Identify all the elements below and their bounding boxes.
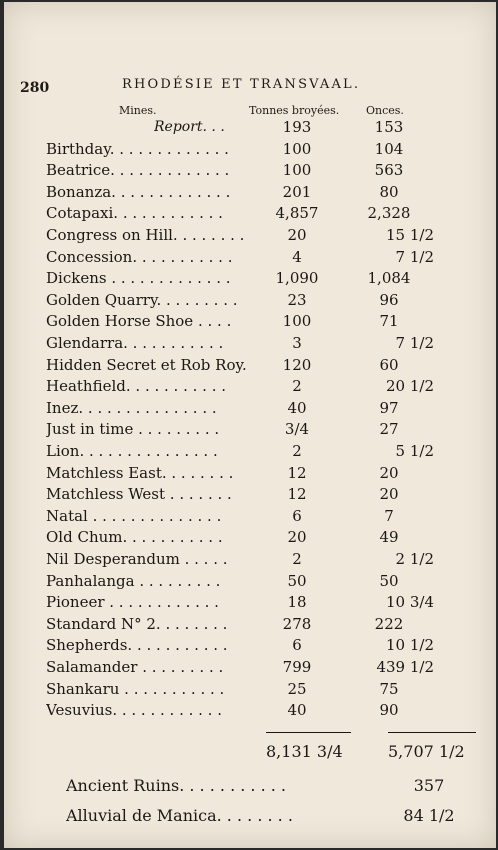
table-row [4,656,496,678]
mine-name: Nil Desperandum . . . . . [46,550,228,568]
mine-name: Golden Horse Shoe . . . . [46,312,232,331]
table-row [4,418,496,440]
tonnes-value: 2 [292,550,302,568]
column-header-tonnes: Tonnes broyées. [249,104,340,117]
table-row [4,440,496,462]
page-number: 280 [20,80,50,96]
total-rule-tonnes [266,732,351,733]
mine-name: Just in time . . . . . . . . . [46,420,220,439]
mine-name: Vesuvius. . . . . . . . . . . . [46,701,222,720]
mine-name: Dickens . . . . . . . . . . . . . [46,269,231,288]
table-row [4,289,496,311]
table-row [4,375,496,397]
column-header-onces: Onces. [366,104,404,117]
table-row [4,591,496,613]
running-head: RHODÉSIE ET TRANSVAAL. [122,77,361,92]
onces-value: 7 1/2 [395,334,434,352]
table-row [4,483,496,505]
table-row [4,699,496,721]
onces-value: 10 1/2 [386,636,434,655]
table-row [4,613,496,635]
onces-value: 10 3/4 [386,593,434,612]
tonnes-value: 2 [292,442,302,460]
mine-name: Congress on Hill. . . . . . . . [46,226,245,244]
onces-value: 2,328 [367,204,411,223]
tonnes-value: 20 [287,528,307,547]
tonnes-value: 4 [292,247,302,266]
mine-name: Shankaru . . . . . . . . . . . [46,679,225,698]
onces-value: 153 [374,118,404,136]
total-tonnes: 8,131 3/4 [266,742,343,761]
tonnes-value: 40 [287,701,307,720]
tonnes-value: 3/4 [284,420,310,439]
mine-name: Inez. . . . . . . . . . . . . . . [46,398,217,417]
onces-value: 97 [379,398,399,417]
onces-value: 27 [379,420,399,439]
mine-name: Beatrice. . . . . . . . . . . . . [46,161,230,180]
onces-value: 20 1/2 [386,377,434,396]
tonnes-value: 6 [292,636,302,655]
table-row [4,505,496,527]
tonnes-value: 201 [282,182,312,201]
table-row [4,224,496,246]
onces-value: 84 1/2 [403,806,455,825]
onces-value: 439 1/2 [376,658,434,676]
tonnes-value: 6 [292,506,302,525]
tonnes-value: 1,090 [275,269,319,288]
tonnes-value: 3 [292,334,302,352]
mine-name: Concession. . . . . . . . . . . [46,247,233,266]
tonnes-value: 2 [292,377,302,396]
onces-value: 563 [374,161,404,180]
table-row [4,570,496,592]
table-row [4,634,496,656]
onces-value: 49 [379,528,399,547]
mine-name: Standard N° 2. . . . . . . . [46,614,228,633]
onces-value: 50 [379,571,399,590]
onces-value: 7 [384,506,394,525]
tonnes-value: 193 [282,118,312,136]
mine-name: Cotapaxi. . . . . . . . . . . . [46,204,223,223]
table-row [4,548,496,570]
tonnes-value: 120 [282,355,312,374]
tonnes-value: 50 [287,571,307,590]
tonnes-value: 100 [282,312,312,331]
mine-name: Matchless East. . . . . . . . [46,463,234,482]
onces-value: 80 [379,182,399,201]
onces-value: 96 [379,290,399,309]
total-rule-onces [388,732,476,733]
mine-name: Old Chum. . . . . . . . . . . [46,528,223,547]
tonnes-value: 278 [282,614,312,633]
column-header-mines: Mines. [119,104,157,117]
tonnes-value: 4,857 [275,204,319,223]
mine-name: Bonanza. . . . . . . . . . . . . [46,182,231,201]
table-row [4,332,496,354]
extra-row [4,804,496,828]
extra-row [4,774,496,798]
tonnes-value: 23 [287,290,307,309]
tonnes-value: 12 [287,463,307,482]
onces-value: 2 1/2 [395,550,434,568]
table-row [4,246,496,268]
mine-name: Heathfield. . . . . . . . . . . [46,377,226,396]
onces-value: 20 [379,463,399,482]
mine-name: Natal . . . . . . . . . . . . . . [46,506,222,525]
table-row [4,138,496,160]
mine-name: Matchless West . . . . . . . [46,485,232,504]
mine-name: Salamander . . . . . . . . . [46,658,224,676]
table-row [4,310,496,332]
onces-value: 357 [413,776,445,795]
onces-value: 60 [379,355,399,374]
onces-value: 5 1/2 [395,442,434,460]
onces-value: 75 [379,679,399,698]
table-row [4,397,496,419]
onces-value: 1,084 [367,269,411,288]
onces-value: 104 [374,139,404,158]
mine-name: Shepherds. . . . . . . . . . . [46,636,228,655]
tonnes-value: 12 [287,485,307,504]
tonnes-value: 18 [287,593,307,612]
total-onces: 5,707 1/2 [388,742,465,761]
tonnes-value: 100 [282,139,312,158]
onces-value: 15 1/2 [386,226,434,244]
table-row [4,159,496,181]
table-row [4,526,496,548]
table-row [4,267,496,289]
mine-name: Golden Quarry. . . . . . . . . [46,290,238,309]
table-row [4,678,496,700]
mine-name: Birthday. . . . . . . . . . . . . [46,139,229,158]
mine-name: Glendarra. . . . . . . . . . . [46,334,224,352]
mine-name: Lion. . . . . . . . . . . . . . . [46,442,218,460]
mine-name: Panhalanga . . . . . . . . . [46,571,221,590]
onces-value: 71 [379,312,399,331]
mine-name: Ancient Ruins. . . . . . . . . . . [66,776,287,795]
report-label: Report. . . [154,119,225,135]
table-row [4,202,496,224]
onces-value: 90 [379,701,399,720]
tonnes-value: 20 [287,226,307,244]
onces-value: 20 [379,485,399,504]
table-row [4,462,496,484]
onces-value: 222 [374,614,404,633]
onces-value: 7 1/2 [395,247,434,266]
tonnes-value: 100 [282,161,312,180]
tonnes-value: 25 [287,679,307,698]
table-row [4,181,496,203]
mine-name: Alluvial de Manica. . . . . . . . [66,806,293,825]
book-page [4,2,496,848]
table-row [4,116,496,138]
table-row [4,354,496,376]
mine-name: Hidden Secret et Rob Roy. [46,355,247,374]
mine-name: Pioneer . . . . . . . . . . . . [46,593,219,612]
tonnes-value: 40 [287,398,307,417]
tonnes-value: 799 [282,658,312,676]
